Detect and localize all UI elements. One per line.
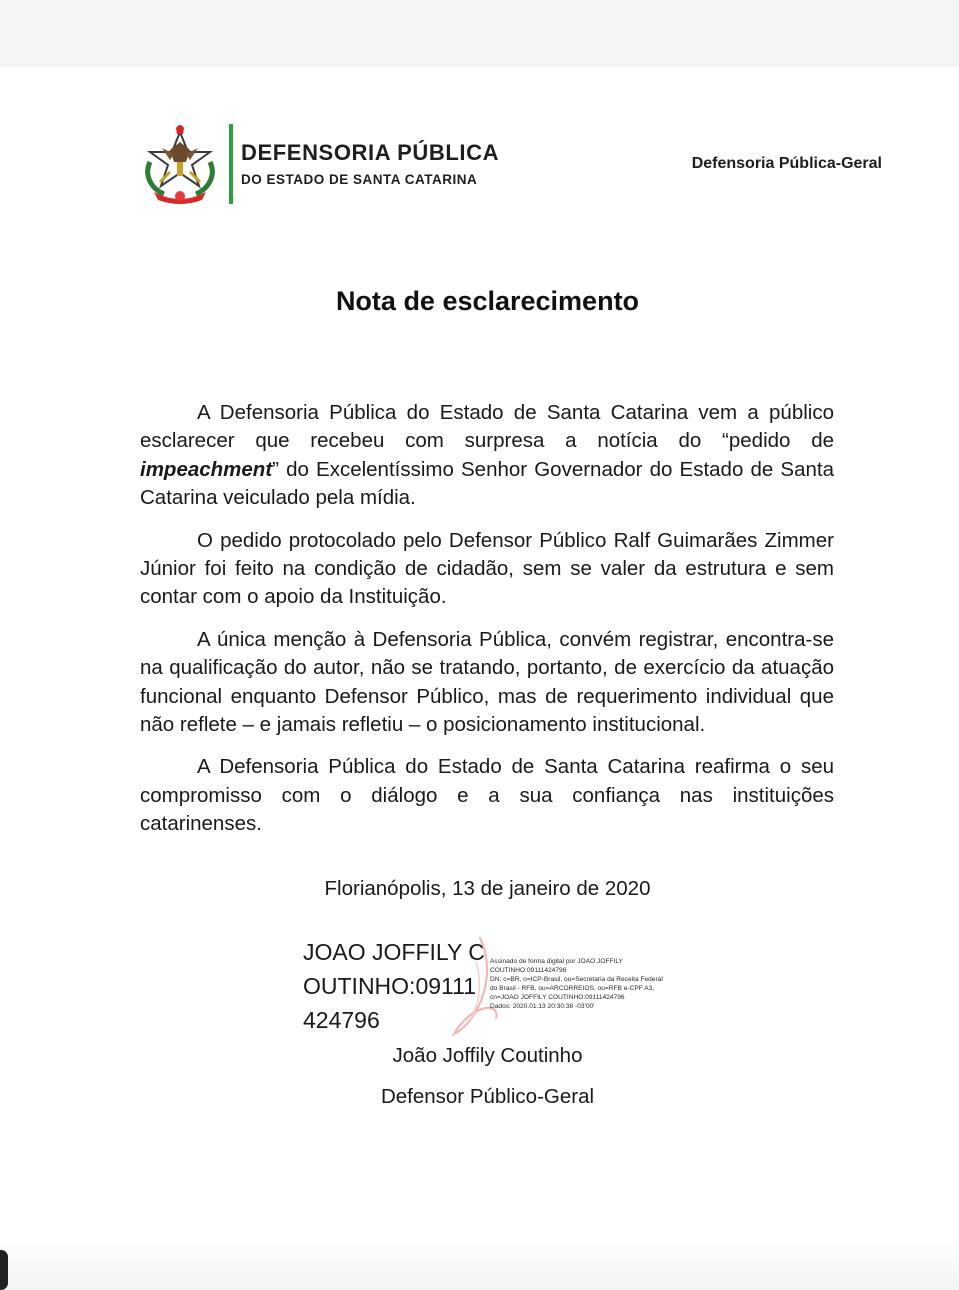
signature-meta-line: do Brasil - RFB, ou=ARCORREIOS, ou=RFB e-CPF A3, xyxy=(490,985,655,993)
signature-meta-line: cn=JOAO JOFFILY COUTINHO:09111424796 xyxy=(490,994,625,1002)
department-name: Defensoria Pública-Geral xyxy=(691,155,882,172)
document-body xyxy=(140,399,834,853)
signature-meta-line: Dados: 2020.01.13 20:30:38 -03'00' xyxy=(490,1003,595,1011)
paragraph-3: A única menção à Defensoria Pública, convém registrar, encontra-se na qualificação do autor, não se tratando, portanto, de exercício da atuação funcional enquanto Defensor Público, mas de requerimento individual que não reflete – e jamais refletiu – o posicionamento institucional. xyxy=(140,627,834,737)
viewer-top-bar xyxy=(0,0,959,67)
paragraph-2: O pedido protocolado pelo Defensor Público Ralf Guimarães Zimmer Júnior foi feito na condição de cidadão, sem se valer da estrutura e sem contar com o apoio da Instituição. xyxy=(140,528,834,609)
signer-role: Defensor Público-Geral xyxy=(380,1085,595,1108)
digital-signature-metadata xyxy=(490,957,680,1012)
signature-meta-line: DN: c=BR, o=ICP-Brasil, ou=Secretaria da Receita Federal xyxy=(490,976,663,984)
paragraph-1-text-b: ” do Excelentíssimo Senhor Governador do Estado de Santa Catarina veiculado pela mídia. xyxy=(140,457,834,510)
paragraph-4: A Defensoria Pública do Estado de Santa Catarina reafirma o seu compromisso com o diálogo e a sua confiança nas instituições catarinenses. xyxy=(140,755,834,836)
paragraph-1 xyxy=(140,399,834,513)
paragraph-1-emphasis: impeachment xyxy=(140,457,273,481)
state-coat-of-arms-icon xyxy=(140,122,220,206)
document-title: Nota de esclarecimento xyxy=(335,286,640,316)
date-line: Florianópolis, 13 de janeiro de 2020 xyxy=(324,877,651,900)
organization-name: DEFENSORIA PÚBLICA xyxy=(241,140,500,165)
organization-subtitle: DO ESTADO DE SANTA CATARINA xyxy=(241,172,478,187)
paragraph-1-text-a: A Defensoria Pública do Estado de Santa Catarina vem a público esclarecer que recebeu com surpresa a notícia do “pedido de xyxy=(140,401,834,453)
scroll-handle[interactable] xyxy=(0,1250,8,1290)
signer-name: João Joffily Coutinho xyxy=(392,1044,583,1067)
page-bottom-shade xyxy=(0,1240,959,1280)
digital-signature-name: JOAO JOFFILY COUTINHO:09111424796 xyxy=(303,939,485,1033)
signature-meta-line: COUTINHO:09111424796 xyxy=(490,967,567,975)
signature-meta-line: Assinado de forma digital por JOAO JOFFILY xyxy=(490,958,623,965)
header-divider xyxy=(229,124,233,204)
